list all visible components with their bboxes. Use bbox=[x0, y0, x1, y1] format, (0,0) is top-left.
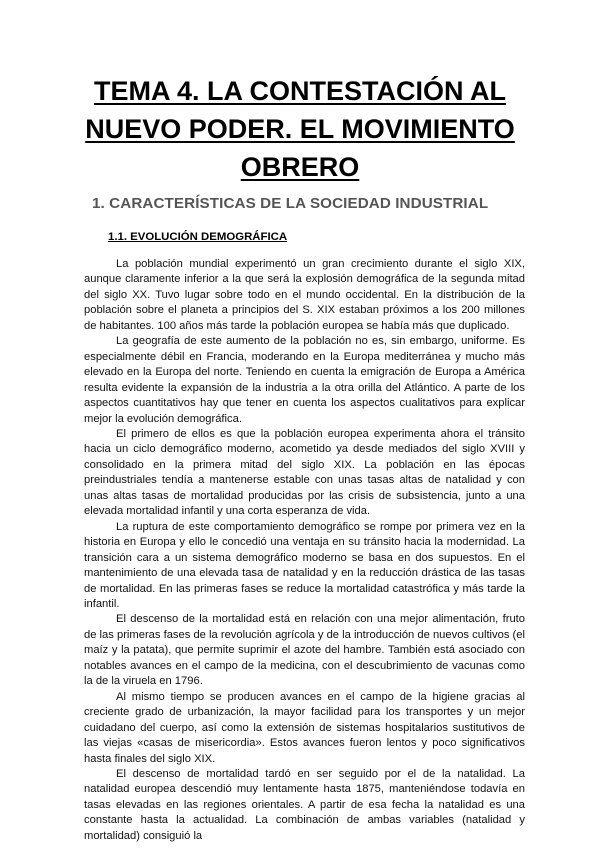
body-text bbox=[84, 257, 525, 844]
paragraph: La ruptura de este comportamiento demográfico se rompe por primera vez en la historia en Europa y ello le concedió una ventaja en su tránsito hacia la modernidad. La transición cara a un sistema demográfico moderno se basa en dos supuestos. En el mantenimiento de una elevada tasa de natalidad y en la reducción drástica de las tasas de mortalidad. En las primeras fases se reduce la mortalidad catastrófica y más tarde la infantil. bbox=[84, 520, 525, 610]
paragraph: El primero de ellos es que la población europea experimenta ahora el tránsito hacia un ciclo demográfico moderno, acometido ya desde mediados del siglo XVIII y consolidado en la primera mitad del siglo XIX. La población en las épocas preindustriales tendía a mantenerse estable con unas tasas altas de natalidad y con unas altas tasas de mortalidad producidas por las crisis de subsistencia, junto a una elevada mortalidad infantil y una corta esperanza de vida. bbox=[84, 427, 525, 518]
document-title: TEMA 4. LA CONTESTACIÓN AL NUEVO PODER. EL MOVIMIENTO OBRERO bbox=[85, 76, 515, 182]
paragraph: El descenso de mortalidad tardó en ser seguido por el de la natalidad. La natalidad europea descendió muy lentamente hasta 1875, manteniéndose todavía en tasas elevadas en las regiones orientales. A partir de esa fecha la natalidad es una constante hasta la actualidad. La combinación de ambas variables (natalidad y mortalidad) consiguió la bbox=[84, 767, 525, 842]
section-heading: 1. CARACTERÍSTICAS DE LA SOCIEDAD INDUSTRIAL bbox=[92, 195, 489, 212]
subsection-heading: 1.1. EVOLUCIÓN DEMOGRÁFICA bbox=[108, 231, 288, 243]
paragraph: Al mismo tiempo se producen avances en el campo de la higiene gracias al creciente grado de urbanización, la mayor facilidad para los transportes y un mejor cuidadano del cuerpo, así como la extensión de sistemas hospitalarios sustitutivos de las viejas «casas de misericordia». Estos avances fueron lentos y poco significativos hasta finales del siglo XIX. bbox=[84, 690, 525, 765]
paragraph: El descenso de la mortalidad está en relación con una mejor alimentación, fruto de las primeras fases de la revolución agrícola y de la introducción de nuevos cultivos (el maíz y la patata), que permite suprimir el azote del hambre. También está asociado con notables avances en el campo de la medicina, con el descubrimiento de vacunas como la de la viruela en 1796. bbox=[84, 613, 525, 688]
paragraph: La población mundial experimentó un gran crecimiento durante el siglo XIX, aunque claramente inferior a la que será la explosión demográfica de la segunda mitad del siglo XX. Tuvo lugar sobre todo en el mundo occidental. En la distribución de la población sobre el planeta a principios del S. XIX estaban próximos a los 200 millones de habitantes. 100 años más tarde la población europea se había más que duplicado. bbox=[84, 258, 525, 332]
paragraph: La geografía de este aumento de la población no es, sin embargo, uniforme. Es especialmente débil en Francia, moderando en la Europa mediterránea y mucho más elevado en la Europa del norte. Teniendo en cuenta la emigración de Europa a América resulta evidente la expansión de la industria a la otra orilla del Atlántico. A parte de los aspectos cuantitativos hay que tener en cuenta los aspectos cualitativos para explicar mejor la evolución demográfica. bbox=[84, 335, 525, 425]
